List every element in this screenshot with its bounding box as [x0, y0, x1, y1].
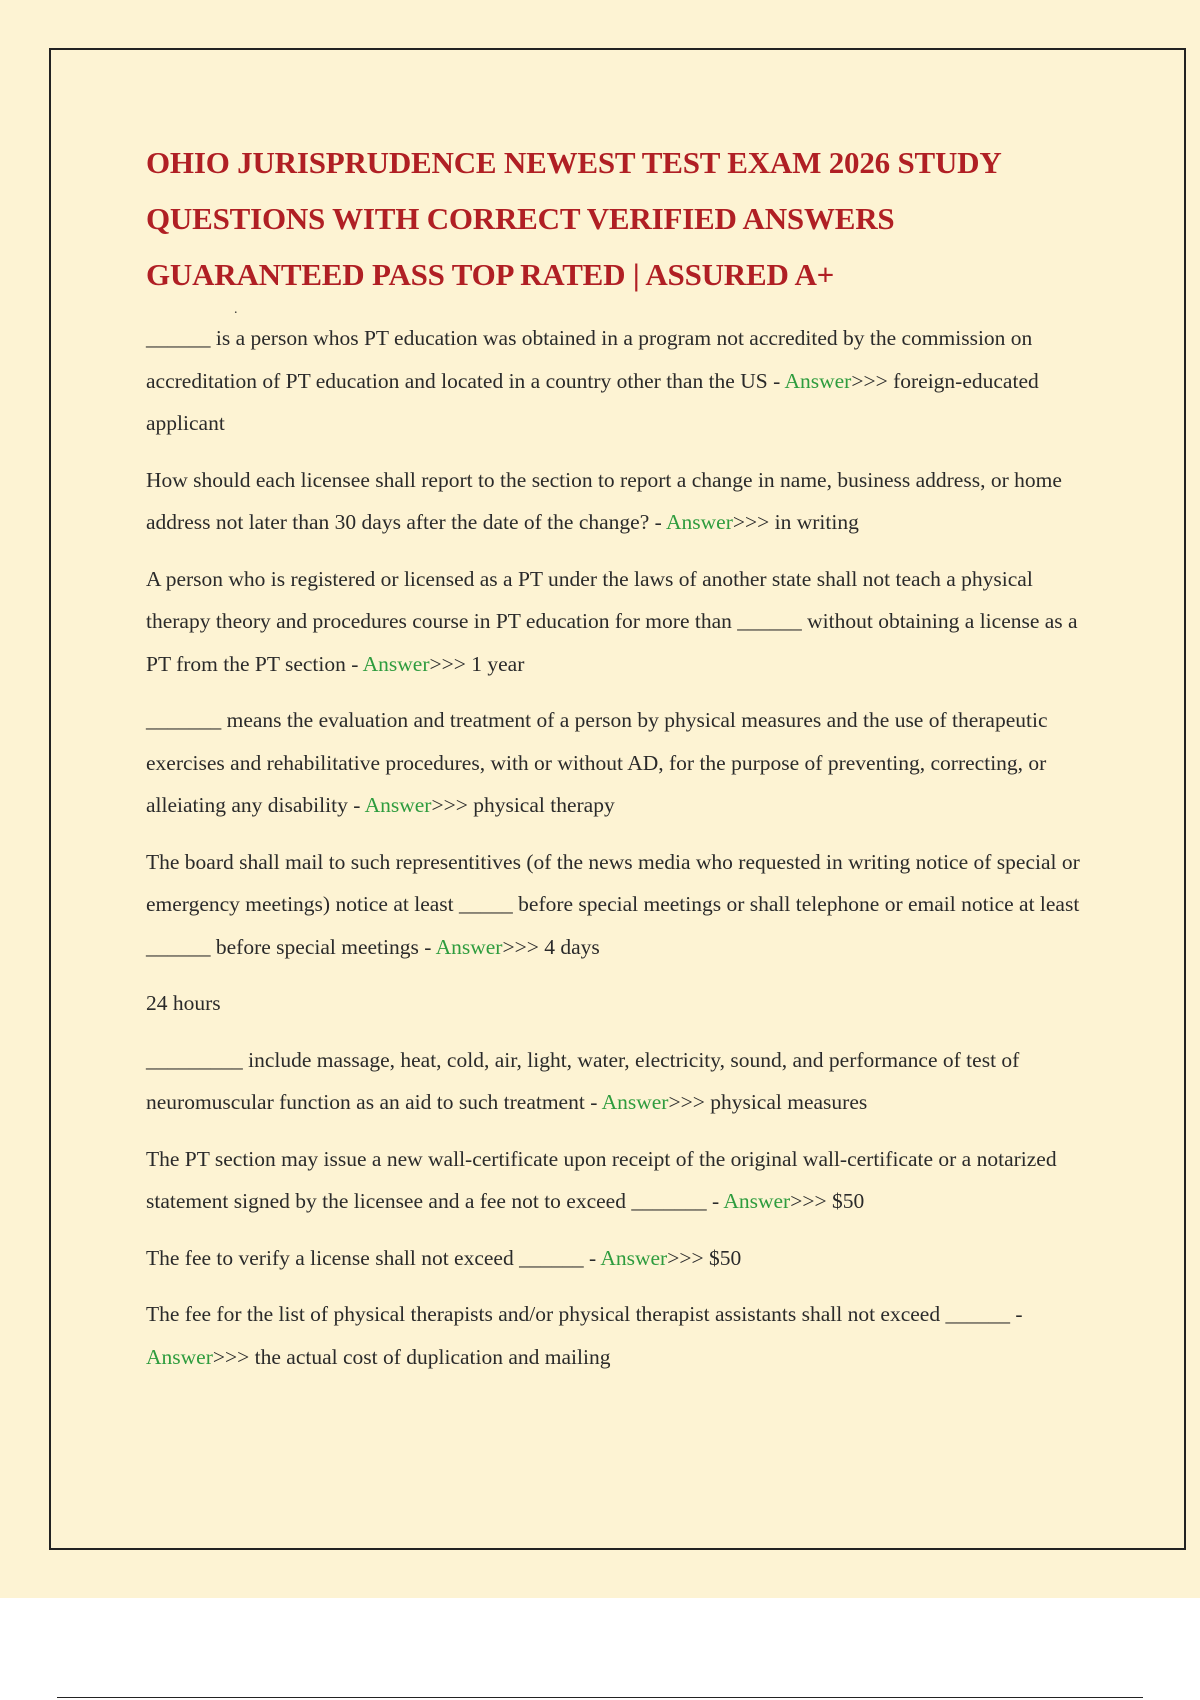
answer-label: Answer [146, 1344, 213, 1369]
answer-label: Answer [435, 934, 503, 959]
answer-arrows: >>> [212, 1344, 250, 1369]
qa-item [146, 558, 1086, 686]
answer-text: 4 days [544, 934, 600, 959]
answer-text: the actual cost of duplication and mailing [254, 1344, 611, 1369]
answer-arrows: >>> [667, 1245, 704, 1270]
answer-label: Answer [601, 1090, 669, 1114]
qa-list [146, 317, 1086, 1378]
answer-arrows: >>> [790, 1189, 827, 1213]
document-title: OHIO JURISPRUDENCE NEWEST TEST EXAM 2026 STUDY QUESTIONS WITH CORRECT VERIFIED ANSWERS GUARANTEED PASS TOP RATED | ASSURED A+ [146, 145, 1001, 292]
question-text: The board shall mail to such representitives (of the news media who requested in writing notice of special or emergency meetings) notice at least _____ before special meetings or shall telephone or email notice at least ______ before special meetings - [146, 849, 1080, 959]
answer-label: Answer [665, 510, 733, 534]
question-text: The fee for the list of physical therapists and/or physical therapist assistants shall not exceed ______ - [146, 1302, 1023, 1326]
question-text: A person who is registered or licensed as a PT under the laws of another state shall not teach a physical therapy theory and procedures course in PT education for more than ______ without obtaining a license as a PT from the PT section - [146, 566, 1078, 676]
question-text: The PT section may issue a new wall-certificate upon receipt of the original wall-certificate or a notarized statement signed by the licensee and a fee not to exceed _______ - [146, 1146, 1057, 1213]
question-text: The fee to verify a license shall not exceed ______ - [146, 1245, 597, 1270]
answer-arrows: >>> [431, 793, 468, 817]
qa-item [146, 1138, 1086, 1223]
question-text: 24 hours [146, 991, 221, 1015]
qa-item [146, 841, 1086, 969]
qa-item [146, 1039, 1086, 1124]
answer-text: 1 year [471, 651, 525, 676]
answer-text: physical measures [710, 1090, 868, 1114]
qa-item [146, 699, 1086, 827]
answer-label: Answer [784, 368, 852, 393]
answer-arrows: >>> [502, 934, 539, 959]
answer-label: Answer [364, 793, 432, 817]
answer-text: in writing [774, 510, 859, 534]
answer-text: foreign-educated applicant [146, 368, 1039, 435]
answer-text: $50 [708, 1245, 742, 1270]
separator-dot: . [234, 302, 238, 317]
answer-arrows: >>> [732, 510, 770, 534]
question-text: How should each licensee shall report to the section to report a change in name, business address, or home address not later than 30 days after the date of the change? - [146, 467, 1062, 534]
question-text: ______ is a person whos PT education was obtained in a program not accredited by the commission on accreditation of PT education and located in a country other than the US - [146, 326, 1033, 393]
document-content [146, 135, 1086, 1392]
answer-text: physical therapy [473, 793, 615, 817]
answer-label: Answer [362, 651, 430, 676]
qa-item [146, 982, 1086, 1025]
answer-arrows: >>> [851, 368, 888, 393]
qa-item [146, 317, 1086, 445]
answer-text: $50 [831, 1189, 865, 1213]
answer-arrows: >>> [429, 651, 466, 676]
question-text: _________ include massage, heat, cold, air, light, water, electricity, sound, and performance of test of neuromuscular function as an aid to such treatment - [146, 1047, 1020, 1114]
bottom-rule [57, 1697, 1143, 1698]
answer-label: Answer [723, 1189, 791, 1213]
qa-item [146, 1237, 1086, 1280]
answer-arrows: >>> [668, 1090, 705, 1114]
question-text: _______ means the evaluation and treatment of a person by physical measures and the use of therapeutic exercises and rehabilitative procedures, with or without AD, for the purpose of preventing, correcting, or alleiating any disability - [146, 708, 1048, 817]
qa-item [146, 459, 1086, 544]
answer-label: Answer [600, 1245, 668, 1270]
qa-item [146, 1293, 1086, 1378]
